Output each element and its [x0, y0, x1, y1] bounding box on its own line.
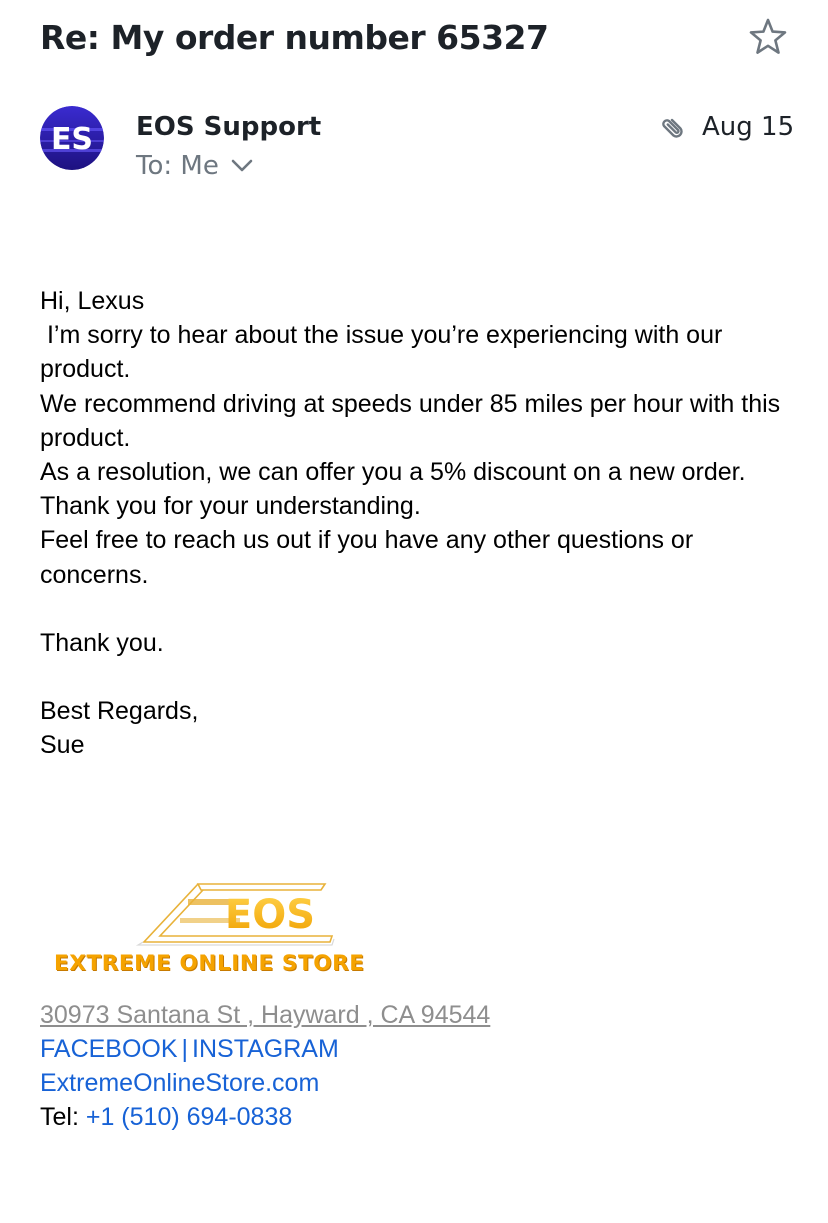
body-paragraph: Thank you for your understanding.	[40, 492, 421, 521]
greeting: Hi, Lexus	[40, 287, 145, 315]
recipient-toggle[interactable]	[136, 149, 253, 183]
star-icon[interactable]	[748, 17, 788, 57]
email-subject: Re: My order number 65327	[40, 18, 549, 57]
email-body	[40, 284, 800, 762]
facebook-link[interactable]: FACEBOOK	[40, 1035, 178, 1063]
logo-mark: EOS	[224, 892, 316, 938]
sender-avatar[interactable]	[40, 106, 104, 170]
sender-name[interactable]: EOS Support	[136, 112, 322, 142]
logo-text: EXTREME ONLINE STORE	[54, 951, 365, 976]
social-links	[40, 1032, 339, 1066]
chevron-down-icon	[231, 159, 253, 173]
thanks-line: Thank you.	[40, 628, 164, 657]
recipient-label: To: Me	[136, 151, 219, 181]
telephone-line	[40, 1100, 292, 1134]
tel-label: Tel:	[40, 1103, 86, 1131]
body-paragraph: As a resolution, we can offer you a 5% discount on a new order.	[40, 458, 746, 487]
phone-link[interactable]: +1 (510) 694-0838	[85, 1103, 293, 1131]
signature-name: Sue	[40, 731, 85, 760]
avatar-initials: ES	[50, 122, 94, 157]
instagram-link[interactable]: INSTAGRAM	[192, 1035, 339, 1063]
paperclip-icon[interactable]	[658, 110, 690, 142]
address-link[interactable]: 30973 Santana St , Hayward , CA 94544	[40, 1001, 491, 1029]
email-date: Aug 15	[702, 112, 795, 142]
link-separator: |	[181, 1035, 189, 1063]
body-paragraph: Feel free to reach us out if you have any other questions or concerns.	[40, 526, 694, 589]
body-paragraph: We recommend driving at speeds under 85 miles per hour with this product.	[40, 389, 781, 452]
website-link[interactable]: ExtremeOnlineStore.com	[40, 1069, 320, 1097]
body-paragraph: I’m sorry to hear about the issue you’re experiencing with our product.	[40, 321, 730, 384]
closing-line: Best Regards,	[40, 697, 199, 726]
